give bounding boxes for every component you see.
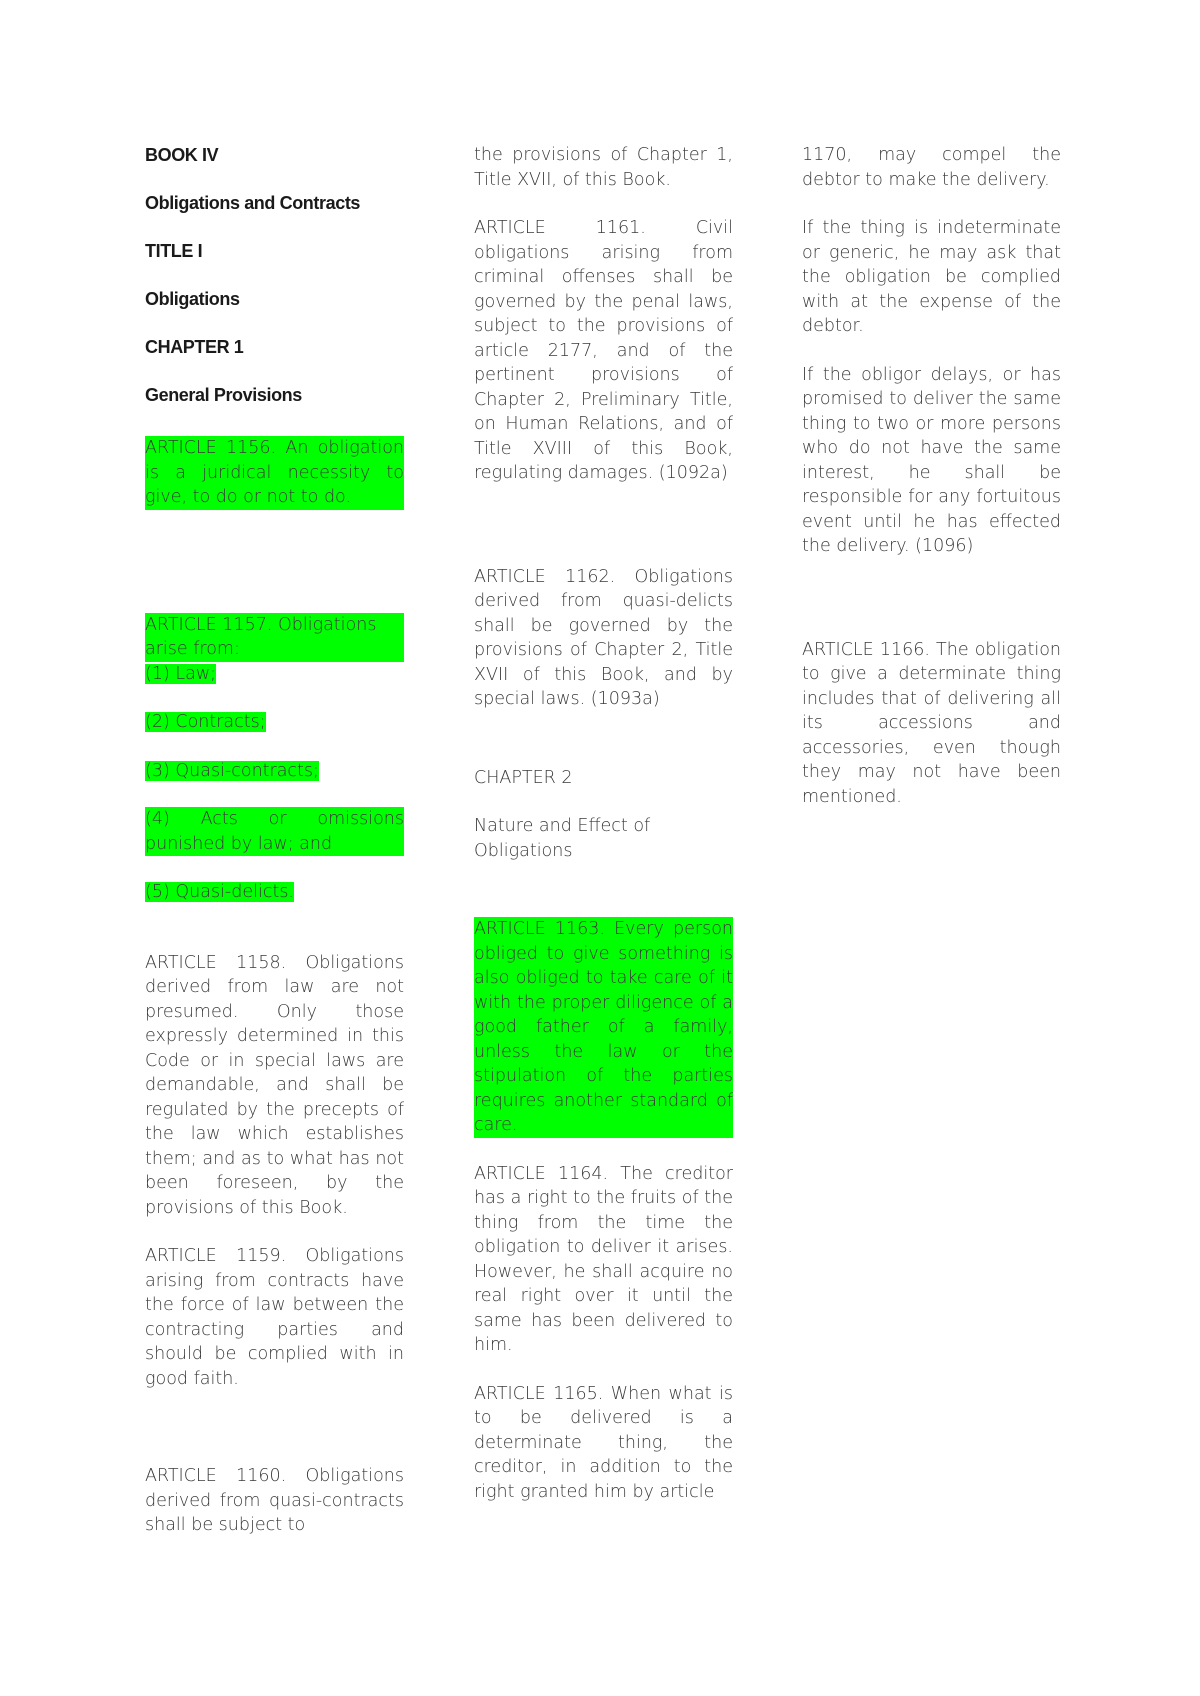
article-1160-continued: the provisions of Chapter 1, Title XVII, of this Book. [474, 145, 733, 190]
article-1166: ARTICLE 1166. The obligation to give a determinate thing includes that of delivering all its accessions and accessories, even though they may not have been mentioned. [802, 639, 1061, 807]
article-1165-paragraph-2: If the thing is indeterminate or generic, he may ask that the obligation be complied with at the expense of the debtor. [802, 218, 1061, 336]
article-1165-paragraph-3: If the obligor delays, or has promised to deliver the same thing to two or more persons who do not have the same interest, he shall be responsible for any fortuitous event until he has effected the delivery. (1096) [802, 364, 1061, 556]
column-2 [474, 143, 733, 1504]
article-1156: ARTICLE 1156. An obligation is a juridical necessity to give, to do or not to do. [145, 436, 404, 510]
column-3 [802, 143, 1061, 809]
article-1157-item-3: (3) Quasi-contracts; [145, 760, 319, 781]
article-1158: ARTICLE 1158. Obligations derived from law are not presumed. Only those expressly determined in this Code or in special laws are demandable, and shall be regulated by the precepts of the law which establishes them; and as to what has not been foreseen, by the provisions of this Book. [145, 952, 404, 1218]
chapter-title: General Provisions [145, 385, 302, 405]
article-1157 [145, 613, 404, 905]
article-1165-continued: 1170, may compel the debtor to make the delivery. [802, 145, 1061, 190]
article-1161: ARTICLE 1161. Civil obligations arising from criminal offenses shall be governed by the penal laws, subject to the provisions of article 2177, and of the pertinent provisions of Chapter 2, Preliminary Title, on Human Relations, and of Title XVIII of this Book, regulating damages. (1092a) [474, 218, 733, 483]
article-1164: ARTICLE 1164. The creditor has a right to the fruits of the thing from the time the obligation to deliver it arises. However, he shall acquire no real right over it until the same has been delivered to him. [474, 1163, 733, 1355]
article-1157-intro: ARTICLE 1157. Obligations arise from: [145, 613, 404, 662]
title-heading: TITLE I [145, 241, 203, 261]
chapter-heading: CHAPTER 1 [145, 337, 244, 357]
article-1157-item-5: (5) Quasi-delicts. [145, 882, 294, 902]
article-1163: ARTICLE 1163. Every person obliged to give something is also obliged to take care of it with the proper diligence of a good father of a family, unless the law or the stipulation of the parties requires another standard of care. [474, 917, 733, 1138]
article-1162: ARTICLE 1162. Obligations derived from quasi-delicts shall be governed by the provisions of Chapter 2, Title XVII of this Book, and by special laws. (1093a) [474, 566, 733, 709]
title-name: Obligations [145, 289, 240, 309]
column-1 [145, 143, 404, 1538]
article-1165: ARTICLE 1165. When what is to be delivered is a determinate thing, the creditor, in addition to the right granted him by article [474, 1383, 733, 1502]
book-title: Obligations and Contracts [145, 193, 361, 213]
chapter-2-title: Nature and Effect of Obligations [474, 816, 651, 861]
article-1160: ARTICLE 1160. Obligations derived from quasi-contracts shall be subject to [145, 1466, 404, 1535]
article-1157-item-1: (1) Law; [145, 663, 217, 684]
article-1159: ARTICLE 1159. Obligations arising from contracts have the force of law between the contracting parties and should be complied with in good faith. [145, 1246, 404, 1389]
article-1157-item-2: (2) Contracts; [145, 712, 266, 732]
chapter-2-heading: CHAPTER 2 [474, 767, 573, 788]
book-heading: BOOK IV [145, 145, 219, 165]
article-1157-item-4: (4) Acts or omissions punished by law; and [145, 807, 404, 856]
